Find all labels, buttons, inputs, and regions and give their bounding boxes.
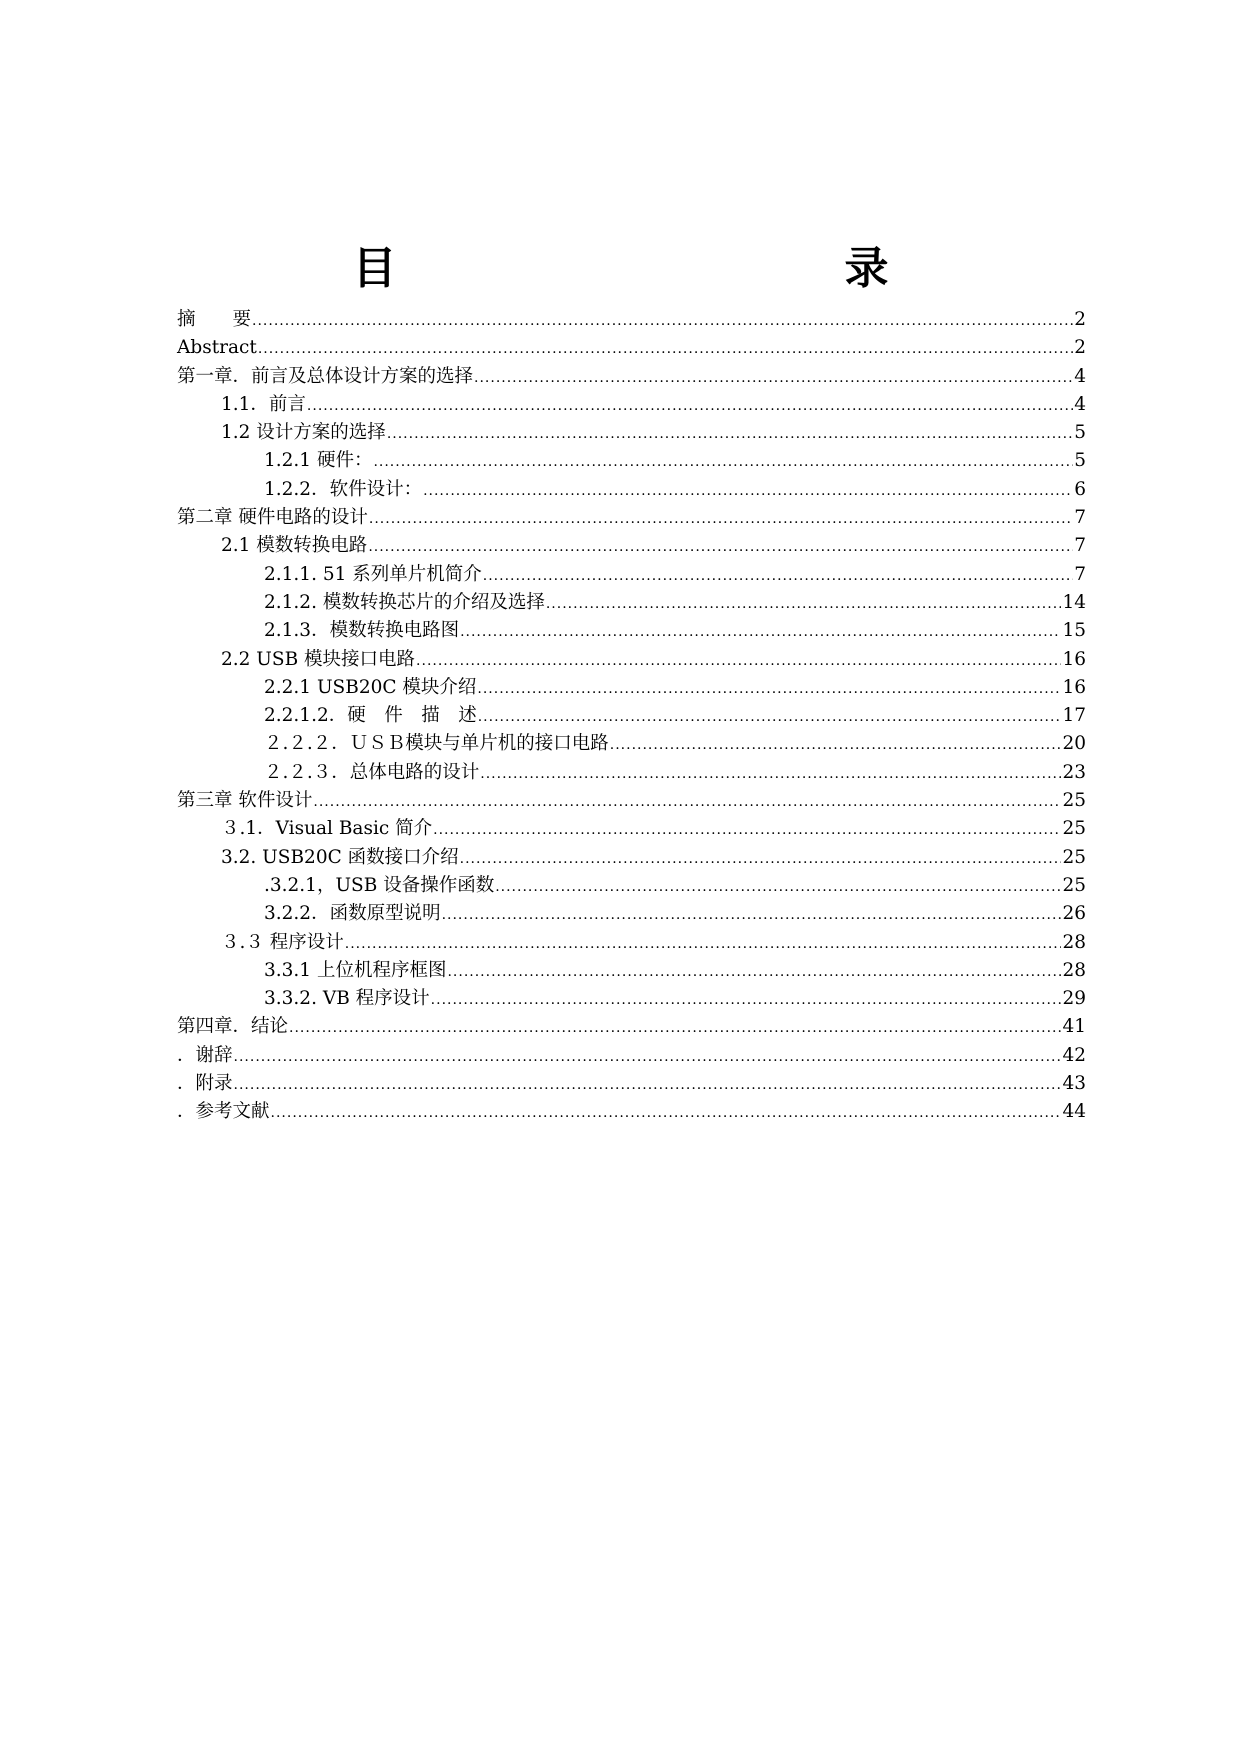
toc-entry-label: 第二章 硬件电路的设计 — [177, 507, 368, 529]
toc-entry[interactable] — [177, 674, 1086, 702]
toc-entry-label: .3.2.1，USB 设备操作函数 — [264, 874, 495, 896]
toc-dot-leader — [447, 958, 1061, 986]
toc-entry-page: 15 — [1062, 620, 1086, 642]
toc-entry-label: 2.1.1. 51 系列单片机简介 — [264, 563, 482, 585]
toc-dot-leader — [373, 448, 1073, 476]
toc-entry[interactable] — [177, 900, 1086, 928]
toc-entry[interactable] — [177, 844, 1086, 872]
toc-dot-leader — [423, 477, 1073, 505]
toc-entry-page: 25 — [1062, 790, 1086, 812]
toc-entry[interactable] — [177, 504, 1086, 532]
toc-entry-page: 44 — [1062, 1101, 1086, 1123]
toc-dot-leader — [483, 562, 1073, 590]
toc-dot-leader — [474, 364, 1073, 392]
toc-entry[interactable] — [177, 561, 1086, 589]
toc-entry[interactable] — [177, 532, 1086, 560]
toc-entry-label: ２.２.２．ＵＳＢ模块与单片机的接口电路 — [264, 733, 609, 755]
toc-entry-page: 6 — [1074, 478, 1086, 500]
toc-entry-page: 20 — [1062, 733, 1086, 755]
toc-entry-label: 2.1.3．模数转换电路图 — [264, 620, 460, 642]
toc-entry-label: 2.2 USB 模块接口电路 — [221, 648, 416, 670]
toc-dot-leader — [345, 930, 1062, 958]
toc-dot-leader — [234, 1043, 1062, 1071]
toc-entry-page: 5 — [1074, 450, 1086, 472]
toc-entry-label: 3.3.2. VB 程序设计 — [264, 988, 430, 1010]
toc-entry[interactable] — [177, 985, 1086, 1013]
toc-entry[interactable] — [177, 929, 1086, 957]
toc-dot-leader — [431, 986, 1062, 1014]
toc-entry-label: ３.1．Visual Basic 简介 — [221, 818, 433, 840]
toc-entry[interactable] — [177, 730, 1086, 758]
toc-entry-label: 1.2.1 硬件： — [264, 450, 373, 472]
toc-entry[interactable] — [177, 815, 1086, 843]
toc-entry-page: 25 — [1062, 874, 1086, 896]
toc-entry-page: 7 — [1074, 563, 1086, 585]
toc-dot-leader — [313, 788, 1061, 816]
toc-entry-label: Abstract — [177, 337, 257, 359]
toc-dot-leader — [416, 647, 1061, 675]
toc-entry[interactable] — [177, 957, 1086, 985]
toc-entry-label: ２.２.３．总体电路的设计 — [264, 761, 480, 783]
toc-entry-label: ．参考文献 — [177, 1101, 270, 1123]
toc-entry-page: 28 — [1062, 931, 1086, 953]
toc-entry-label: 3.2.2．函数原型说明 — [264, 903, 441, 925]
toc-entry-label: 摘 要 — [177, 309, 252, 330]
toc-entry-page: 2 — [1074, 309, 1086, 330]
toc-entry-page: 25 — [1062, 846, 1086, 868]
toc-dot-leader — [387, 420, 1073, 448]
toc-entry-page: 26 — [1062, 903, 1086, 925]
toc-entry[interactable] — [177, 363, 1086, 391]
toc-entry-label: 3.3.1 上位机程序框图 — [264, 959, 447, 981]
toc-entry-label: 第四章．结论 — [177, 1016, 289, 1038]
toc-entry[interactable] — [177, 872, 1086, 900]
toc-entry-page: 28 — [1062, 959, 1086, 981]
toc-entry[interactable] — [177, 787, 1086, 815]
toc-entry-page: 25 — [1062, 818, 1086, 840]
page-title: 目 录 — [352, 243, 1009, 294]
toc-entry-label: 3.2. USB20C 函数接口介绍 — [221, 846, 459, 868]
toc-entry-label: ．附录 — [177, 1073, 233, 1095]
toc-entry-label: ３.３ 程序设计 — [221, 931, 344, 953]
toc-entry[interactable] — [177, 1013, 1086, 1041]
toc-entry-label: 2.1 模数转换电路 — [221, 535, 368, 557]
toc-entry[interactable] — [177, 759, 1086, 787]
toc-entry[interactable] — [177, 589, 1086, 617]
toc-dot-leader — [307, 392, 1073, 420]
toc-entry-page: 7 — [1074, 535, 1086, 557]
toc-dot-leader — [460, 618, 1061, 646]
toc-entry[interactable] — [177, 1070, 1086, 1098]
toc-dot-leader — [289, 1014, 1061, 1042]
toc-dot-leader — [442, 901, 1062, 929]
toc-entry-label: 1.2 设计方案的选择 — [221, 422, 386, 444]
toc-dot-leader — [368, 533, 1073, 561]
toc-dot-leader — [546, 590, 1062, 618]
toc-entry-page: 43 — [1062, 1073, 1086, 1095]
toc-dot-leader — [610, 731, 1062, 759]
toc-entry-label: 1.1．前言 — [221, 393, 306, 415]
toc-entry[interactable] — [177, 476, 1086, 504]
toc-dot-leader — [271, 1099, 1062, 1127]
toc-entry[interactable] — [177, 1042, 1086, 1070]
toc-entry-page: 29 — [1062, 988, 1086, 1010]
toc-entry-label: 2.2.1.2．硬 件 描 述 — [264, 705, 477, 727]
toc-entry[interactable] — [177, 702, 1086, 730]
toc-dot-leader — [477, 675, 1061, 703]
toc-entry-page: 7 — [1074, 507, 1086, 529]
toc-entry-page: 5 — [1074, 422, 1086, 444]
toc-entry-label: ．谢辞 — [177, 1044, 233, 1066]
toc-dot-leader — [495, 873, 1061, 901]
toc-entry[interactable] — [177, 1098, 1086, 1126]
toc-dot-leader — [369, 505, 1073, 533]
toc-dot-leader — [460, 845, 1062, 873]
toc-entry-page: 2 — [1074, 337, 1086, 359]
toc-entry-page: 16 — [1062, 648, 1086, 670]
toc-entry-page: 14 — [1062, 591, 1086, 613]
toc-entry-page: 41 — [1062, 1016, 1086, 1038]
toc-entry[interactable] — [177, 419, 1086, 447]
toc-dot-leader — [252, 307, 1073, 335]
toc-dot-leader — [258, 335, 1073, 363]
toc-entry-page: 16 — [1062, 676, 1086, 698]
toc-dot-leader — [480, 760, 1061, 788]
toc-dot-leader — [478, 703, 1062, 731]
toc-dot-leader — [433, 816, 1061, 844]
toc-entry-page: 17 — [1062, 705, 1086, 727]
toc-entry[interactable] — [177, 646, 1086, 674]
toc-entry-label: 第一章．前言及总体设计方案的选择 — [177, 365, 474, 387]
toc-entry[interactable] — [177, 447, 1086, 475]
toc-entry-label: 1.2.2．软件设计： — [264, 478, 423, 500]
toc-entry-page: 23 — [1062, 761, 1086, 783]
toc-entry[interactable] — [177, 617, 1086, 645]
toc-entry-page: 42 — [1062, 1044, 1086, 1066]
toc-entry-label: 2.2.1 USB20C 模块介绍 — [264, 676, 477, 698]
toc-entry-label: 第三章 软件设计 — [177, 790, 313, 812]
toc-entry[interactable] — [177, 391, 1086, 419]
toc-entry-label: 2.1.2. 模数转换芯片的介绍及选择 — [264, 591, 545, 613]
table-of-contents — [177, 306, 1086, 1127]
toc-entry-page: 4 — [1074, 365, 1086, 387]
toc-entry-page: 4 — [1074, 393, 1086, 415]
toc-dot-leader — [234, 1071, 1062, 1099]
toc-entry[interactable] — [177, 334, 1086, 362]
toc-entry[interactable] — [177, 306, 1086, 334]
